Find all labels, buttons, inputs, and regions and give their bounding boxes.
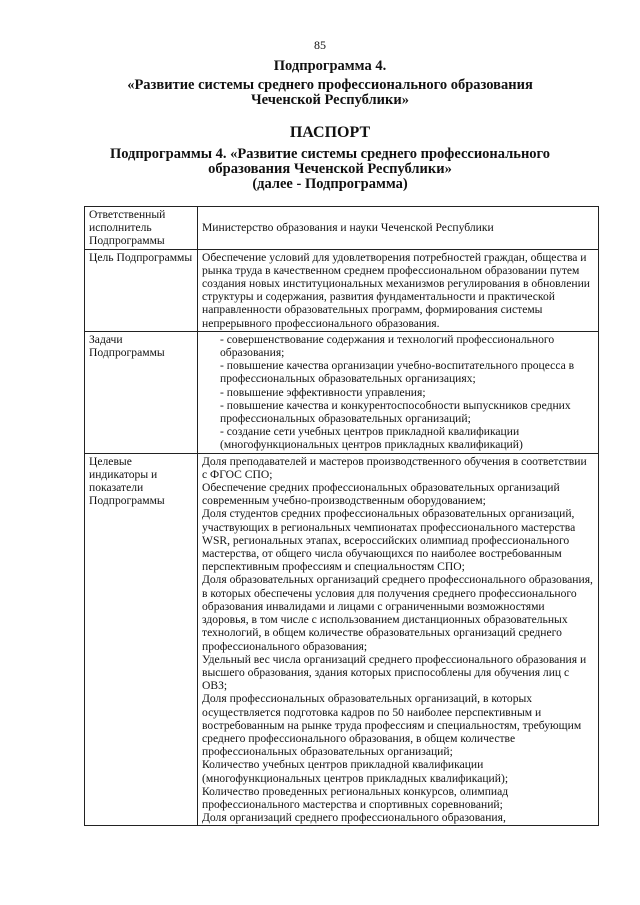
passport-table bbox=[84, 206, 599, 826]
passport-subtitle-line: образования Чеченской Республики» bbox=[208, 161, 452, 177]
task-item: - повышение качества и конкурентоспособности выпускников средних профессиональных образовательных организаций; bbox=[220, 398, 571, 426]
page-number: 85 bbox=[314, 38, 326, 52]
task-item: - создание сети учебных центров прикладной квалификации (многофункциональных центров прикладных квалификаций) bbox=[220, 425, 523, 452]
row-label: Цель Подпрограммы bbox=[85, 249, 198, 331]
indicator-item: Количество учебных центров прикладной квалификации (многофункциональных центров прикладных квалификаций); bbox=[202, 758, 509, 785]
indicator-item: Количество проведенных региональных конкурсов, олимпиад профессионального мастерства и спортивных соревнований; bbox=[202, 784, 509, 811]
passport-subtitle bbox=[60, 147, 600, 192]
row-value: Обеспечение условий для удовлетворения потребностей граждан, общества и рынка труда в качественном среднем профессиональном образовании путем создания новых институциональных механизмов регулирования в обновлении структуры и содержания, развития фундаментальности и практической направленности образовательных программ, формирования системы непрерывного профессионального образования. bbox=[198, 249, 599, 331]
passport-subtitle-line: Подпрограммы 4. «Развитие системы среднего профессионального bbox=[109, 146, 551, 162]
indicator-item: Удельный вес числа организаций среднего профессионального образования и высшего образования, здания которых приспособлены для обучения лиц с ОВЗ; bbox=[202, 652, 587, 693]
table-row-responsible bbox=[85, 207, 599, 250]
row-value: Министерство образования и науки Чеченской Республики bbox=[198, 207, 599, 250]
row-label: Целевые индикаторы и показатели Подпрограммы bbox=[85, 453, 198, 826]
indicator-item: Доля преподавателей и мастеров производственного обучения в соответствии с ФГОС СПО; bbox=[202, 454, 587, 481]
table-row-tasks bbox=[85, 331, 599, 453]
row-label: Задачи Подпрограммы bbox=[85, 331, 198, 453]
indicator-item: Обеспечение средних профессиональных образовательных организаций современным учебно-производственным оборудованием; bbox=[202, 481, 560, 508]
task-item: - повышение качества организации учебно-воспитательного процесса в профессиональных образовательных организациях; bbox=[220, 359, 575, 386]
subprogram-title bbox=[60, 78, 600, 108]
indicator-item: Доля профессиональных образовательных организаций, в которых осуществляется подготовка кадров по 50 наиболее перспективным и востребованным на рынке труда профессиям и специальностям, требующим среднего профессионального образования, в общем количестве профессиональных образовательных организаций; bbox=[202, 692, 582, 759]
indicator-item: Доля организаций среднего профессионального образования, bbox=[202, 811, 506, 825]
row-label: Ответственный исполнитель Подпрограммы bbox=[85, 207, 198, 250]
subprogram-label: Подпрограмма 4. bbox=[273, 58, 387, 74]
table-row-goal bbox=[85, 249, 599, 331]
passport-subtitle-line: (далее - Подпрограмма) bbox=[252, 176, 408, 192]
subprogram-title-line: Чеченской Республики» bbox=[251, 92, 409, 108]
table-row-indicators bbox=[85, 453, 599, 826]
indicator-item: Доля студентов средних профессиональных образовательных организаций, участвующих в региональных чемпионатах профессионального мастерства WSR, региональных этапах, всероссийских олимпиад профессионального мастерства, от общего числа обучающихся по наиболее востребованным перспективным профессиям и специальностям СПО; bbox=[202, 507, 576, 574]
indicator-item: Доля образовательных организаций среднего профессионального образования, в которых обеспечены условия для получения среднего профессионального образования инвалидами и лицами с ограниченными возможностями здоровья, в том числе с использованием дистанционных образовательных технологий, в общем количестве образовательных организаций среднего профессионального образования; bbox=[202, 573, 593, 653]
passport-title: ПАСПОРТ bbox=[289, 124, 371, 141]
subprogram-title-line: «Развитие системы среднего профессионального образования bbox=[127, 77, 533, 93]
task-item: - совершенствование содержания и технологий профессионального образования; bbox=[220, 332, 555, 360]
task-item: - повышение эффективности управления; bbox=[220, 385, 426, 399]
row-value bbox=[198, 453, 599, 826]
row-value bbox=[198, 331, 599, 453]
